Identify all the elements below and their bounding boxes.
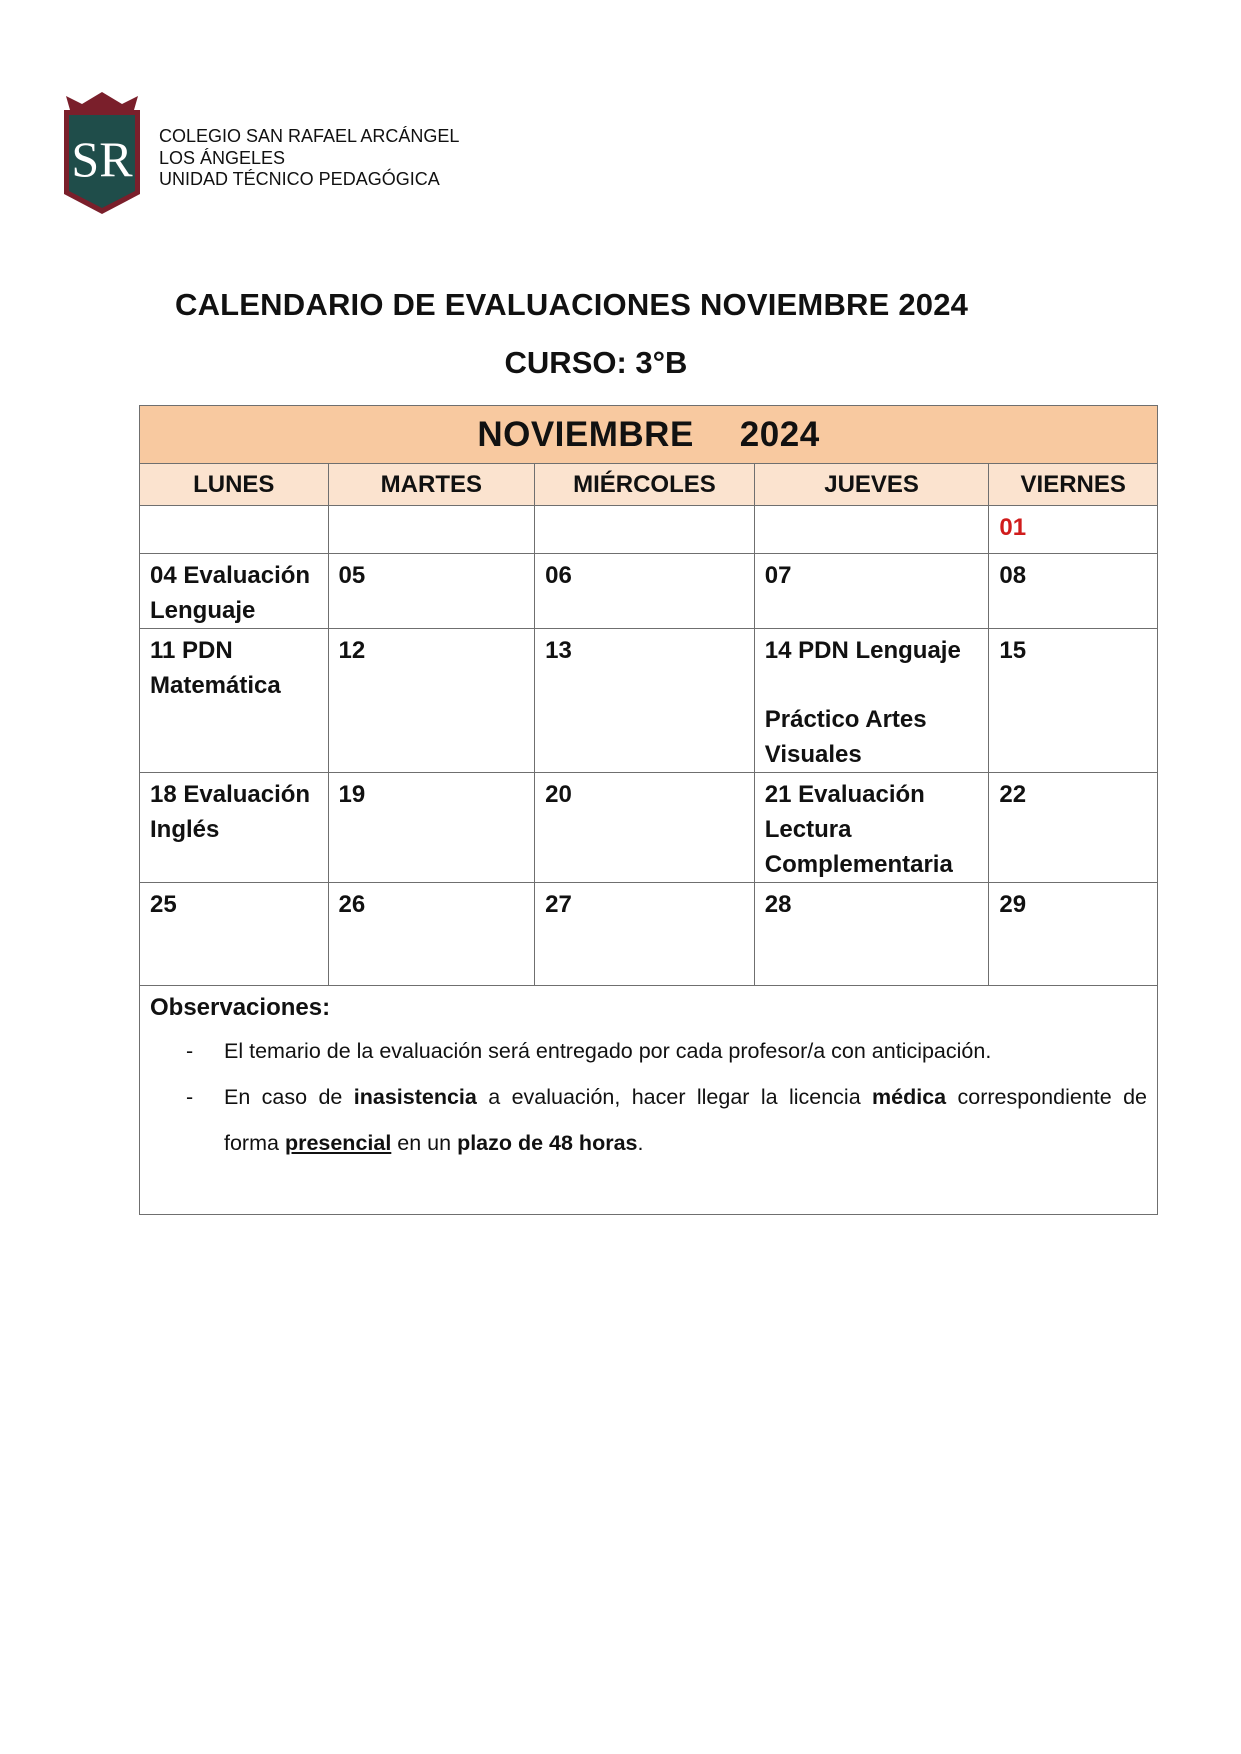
day-cell: 19 <box>328 773 535 883</box>
day-header-tuesday: MARTES <box>328 464 535 506</box>
day-header-friday: VIERNES <box>989 464 1158 506</box>
day-header-wednesday: MIÉRCOLES <box>535 464 755 506</box>
day-cell: 28 <box>754 883 989 986</box>
logo-letters: SR <box>71 131 133 187</box>
evaluation-calendar <box>139 405 1158 1215</box>
calendar-week-4 <box>140 773 1158 883</box>
calendar-week-3 <box>140 629 1158 773</box>
day-cell: 07 <box>754 554 989 629</box>
day-cell: 15 <box>989 629 1158 773</box>
school-unit: UNIDAD TÉCNICO PEDAGÓGICA <box>159 169 440 189</box>
calendar-week-5 <box>140 883 1158 986</box>
day-header-monday: LUNES <box>140 464 329 506</box>
day-cell <box>328 506 535 554</box>
day-header-thursday: JUEVES <box>754 464 989 506</box>
calendar-week-1 <box>140 506 1158 554</box>
month-year: 2024 <box>739 414 820 454</box>
calendar-week-2 <box>140 554 1158 629</box>
day-cell: 08 <box>989 554 1158 629</box>
document-title: CALENDARIO DE EVALUACIONES NOVIEMBRE 2024 <box>175 287 969 322</box>
day-cell: 21 Evaluación Lectura Complementaria <box>754 773 989 883</box>
day-cell <box>754 506 989 554</box>
day-cell <box>140 506 329 554</box>
school-crest-logo <box>62 90 142 214</box>
day-cell: 12 <box>328 629 535 773</box>
course-subtitle: CURSO: 3°B <box>504 345 688 380</box>
day-cell: 22 <box>989 773 1158 883</box>
day-cell: 29 <box>989 883 1158 986</box>
day-cell <box>535 506 755 554</box>
school-name: COLEGIO SAN RAFAEL ARCÁNGEL <box>159 126 460 146</box>
day-cell: 11 PDN Matemática <box>140 629 329 773</box>
day-cell: 26 <box>328 883 535 986</box>
month-header <box>140 406 1158 464</box>
observation-item: - El temario de la evaluación será entregado por cada profesor/a con anticipación. <box>186 1039 992 1063</box>
month-name: NOVIEMBRE <box>477 414 694 454</box>
day-cell: 04 Evaluación Lenguaje <box>140 554 329 629</box>
extra-evaluation: Práctico Artes Visuales <box>764 706 927 768</box>
school-city: LOS ÁNGELES <box>159 147 286 168</box>
day-cell: 05 <box>328 554 535 629</box>
observations-title: Observaciones: <box>150 994 331 1021</box>
holiday-date: 01 <box>999 514 1027 541</box>
observations-list <box>150 1028 1147 1166</box>
day-cell: 18 Evaluación Inglés <box>140 773 329 883</box>
observation-item: - En caso de inasistencia a evaluación, hacer llegar la licencia médica correspondiente de forma presencial en un plazo de 48 horas. <box>186 1085 1148 1155</box>
day-cell: 27 <box>535 883 755 986</box>
school-info <box>159 126 459 191</box>
observations-section <box>140 986 1158 1215</box>
day-cell: 14 PDN Lenguaje Práctico Artes Visuales <box>754 629 989 773</box>
day-cell-holiday <box>989 506 1158 554</box>
day-cell: 13 <box>535 629 755 773</box>
day-cell: 06 <box>535 554 755 629</box>
day-cell: 20 <box>535 773 755 883</box>
day-cell: 25 <box>140 883 329 986</box>
